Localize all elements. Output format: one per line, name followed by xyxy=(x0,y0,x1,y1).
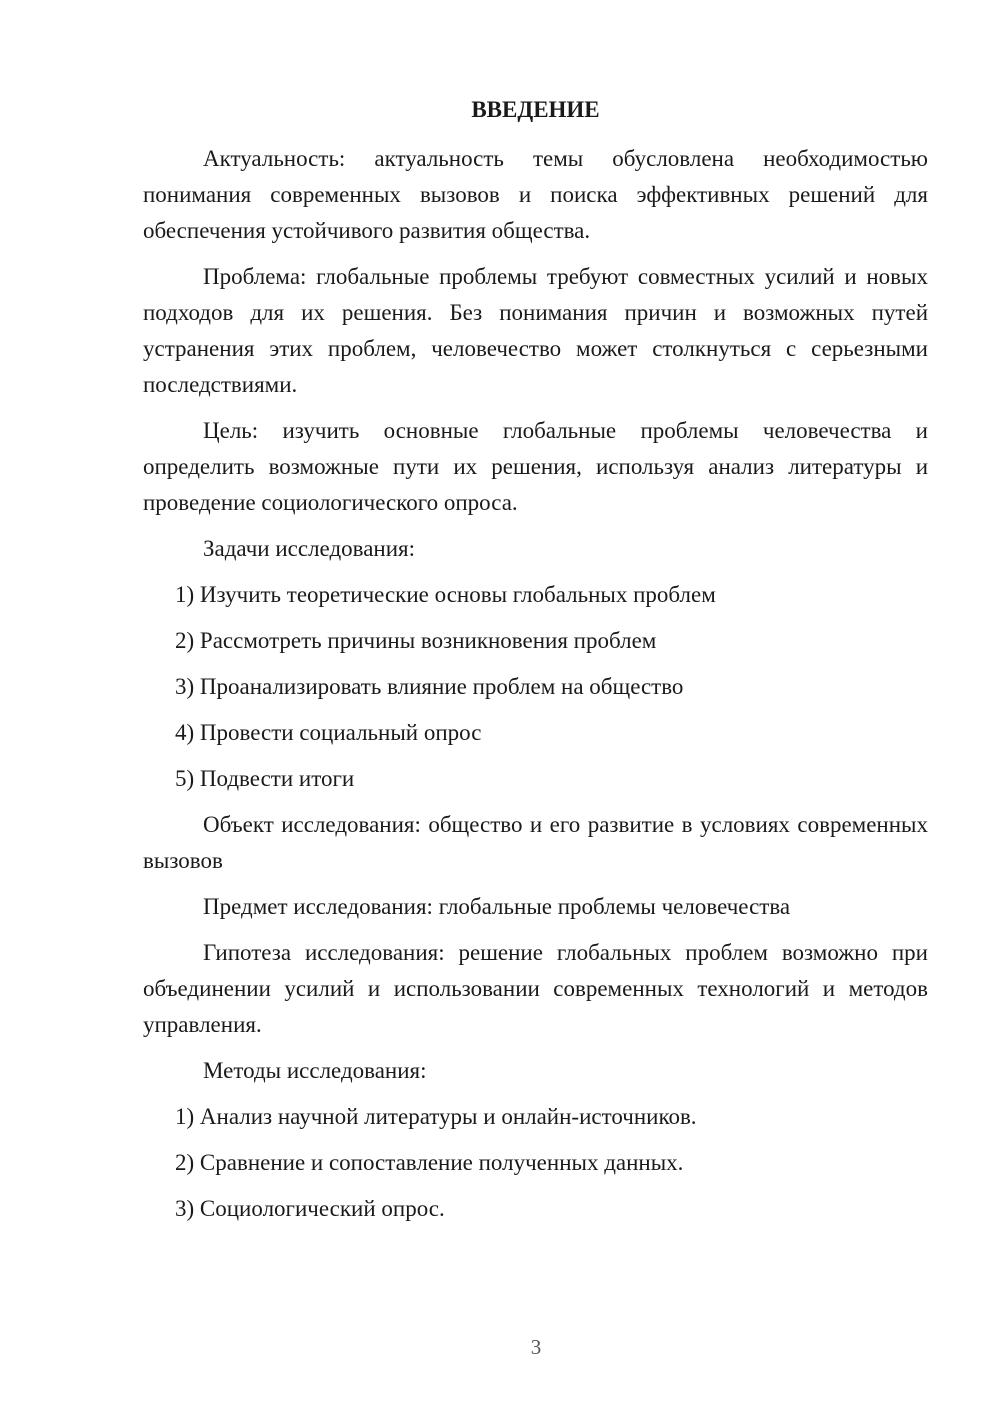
list-item: 3) Социологический опрос. xyxy=(175,1196,445,1221)
subject-paragraph: Предмет исследования: глобальные проблемы человечества xyxy=(203,894,791,919)
goal-paragraph: Цель: изучить основные глобальные проблемы человечества и определить возможные пути их решения, используя анализ литературы и проведение социологического опроса. xyxy=(143,418,928,515)
methods-list xyxy=(143,1099,928,1227)
section-title: ВВЕДЕНИЕ xyxy=(471,97,600,122)
page-number: 3 xyxy=(530,1335,542,1359)
problem-paragraph: Проблема: глобальные проблемы требуют совместных усилий и новых подходов для их решения. Без понимания причин и возможных путей устранения этих проблем, человечество может столкнуться с серьезными последствиями. xyxy=(143,264,928,397)
tasks-list xyxy=(143,577,928,797)
list-item: 1) Изучить теоретические основы глобальных проблем xyxy=(175,582,716,607)
list-item: 4) Провести социальный опрос xyxy=(175,720,482,745)
object-paragraph: Объект исследования: общество и его развитие в условиях современных вызовов xyxy=(143,812,928,873)
list-item: 5) Подвести итоги xyxy=(175,766,355,791)
tasks-heading: Задачи исследования: xyxy=(203,536,416,561)
list-item: 1) Анализ научной литературы и онлайн-источников. xyxy=(175,1104,697,1129)
list-item: 2) Рассмотреть причины возникновения проблем xyxy=(175,628,657,653)
relevance-paragraph: Актуальность: актуальность темы обусловлена необходимостью понимания современных вызовов и поиска эффективных решений для обеспечения устойчивого развития общества. xyxy=(143,146,928,243)
list-item: 3) Проанализировать влияние проблем на общество xyxy=(175,674,684,699)
page-content xyxy=(143,95,928,1237)
list-item: 2) Сравнение и сопоставление полученных данных. xyxy=(175,1150,684,1175)
hypothesis-paragraph: Гипотеза исследования: решение глобальных проблем возможно при объединении усилий и использовании современных технологий и методов управления. xyxy=(143,940,928,1037)
methods-heading: Методы исследования: xyxy=(203,1058,427,1083)
